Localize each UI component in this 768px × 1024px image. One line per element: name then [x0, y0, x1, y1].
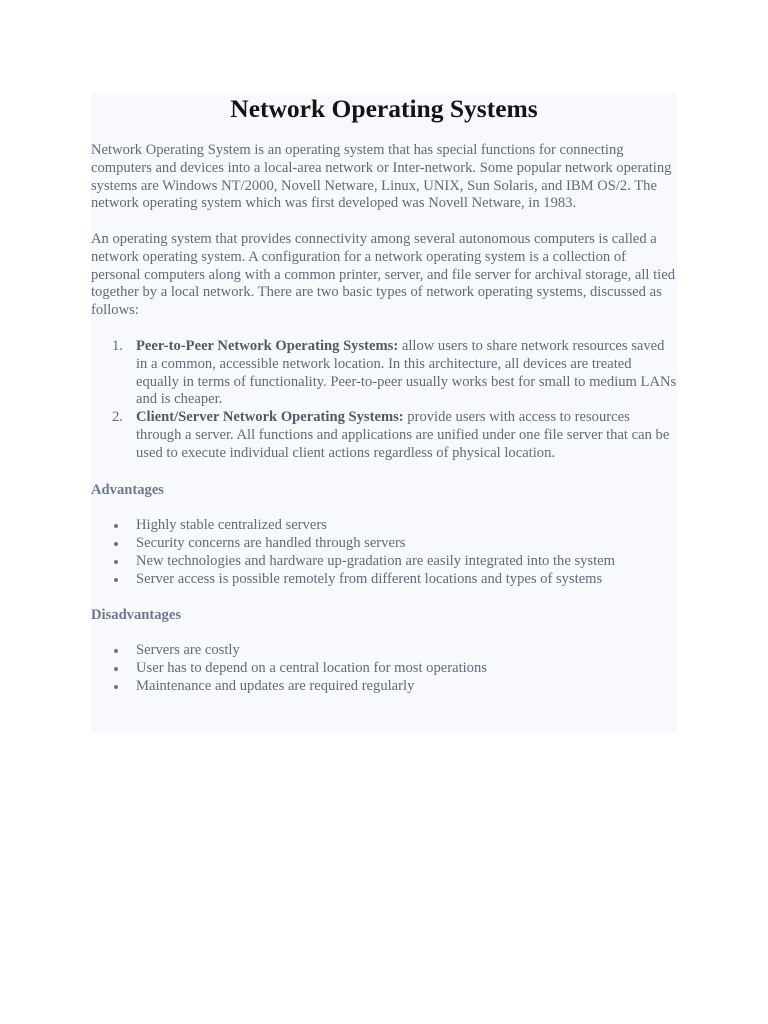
list-item	[91, 678, 677, 696]
bullet-icon	[114, 649, 118, 653]
nos-types-list	[91, 338, 677, 463]
list-item-term: Client/Server Network Operating Systems:	[136, 409, 404, 426]
list-item-text: New technologies and hardware up-gradation are easily integrated into the system	[136, 552, 615, 569]
list-item-text: Maintenance and updates are required regularly	[136, 677, 415, 694]
advantages-heading: Advantages	[91, 482, 164, 498]
advantages-list	[91, 517, 677, 589]
list-item-text: Highly stable centralized servers	[136, 517, 327, 533]
list-item-peer-to-peer	[91, 338, 677, 409]
list-item-text: Security concerns are handled through servers	[136, 534, 406, 551]
bullet-icon	[114, 667, 118, 671]
disadvantages-heading: Disadvantages	[91, 607, 182, 623]
list-item	[91, 553, 677, 571]
list-item-term: Peer-to-Peer Network Operating Systems:	[136, 338, 399, 354]
list-item	[91, 517, 677, 535]
list-item	[91, 535, 677, 553]
bullet-icon	[114, 578, 118, 582]
document-page	[91, 93, 677, 732]
list-item-text: Servers are costly	[136, 642, 240, 658]
list-item-client-server	[91, 409, 677, 462]
list-item	[91, 660, 677, 678]
disadvantages-list	[91, 642, 677, 696]
list-item-text: User has to depend on a central location for most operations	[136, 659, 487, 676]
list-item-text: allow users to share network resources saved in a common, accessible network location. In this architecture, all devices are treated equally in terms of functionality. Peer-to-peer usually works best for small to medium LANs and is cheaper.	[136, 338, 677, 408]
bullet-icon	[114, 524, 118, 528]
list-item-text: Server access is possible remotely from different locations and types of systems	[136, 570, 603, 587]
list-item	[91, 642, 677, 660]
page-title: Network Operating Systems	[230, 94, 538, 123]
list-number: 2.	[112, 409, 123, 426]
list-item-text: provide users with access to resources through a server. All functions and applications are unified under one file server that can be used to execute individual client actions regardless of physical location.	[136, 409, 670, 461]
intro-paragraph: Network Operating System is an operating system that has special functions for connecting computers and devices into a local-area network or Inter-network. Some popular network operating systems are Windows NT/2000, Novell Netware, Linux, UNIX, Sun Solaris, and IBM OS/2. The network operating system which was first developed was Novell Netware, in 1983.	[91, 142, 672, 212]
bullet-icon	[114, 685, 118, 689]
bullet-icon	[114, 542, 118, 546]
bullet-icon	[114, 560, 118, 564]
definition-paragraph: An operating system that provides connectivity among several autonomous computers is called a network operating system. A configuration for a network operating system is a collection of personal computers along with a common printer, server, and file server for archival storage, all tied together by a local network. There are two basic types of network operating systems, discussed as follows:	[91, 231, 675, 319]
list-item	[91, 571, 677, 589]
list-number: 1.	[112, 338, 123, 354]
